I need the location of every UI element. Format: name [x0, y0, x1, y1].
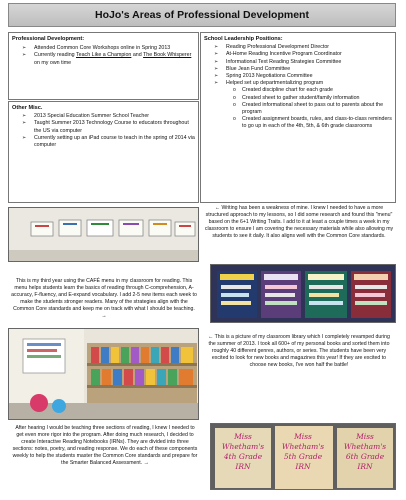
circle-bullet-icon: o	[233, 116, 236, 123]
leadership-text: Spring 2013 Negotiations Committee	[226, 73, 313, 80]
arrow-bullet-icon: ➢	[214, 44, 219, 51]
notebook-cover-label	[217, 432, 269, 472]
page-title: HoJo's Areas of Professional Development	[8, 3, 396, 27]
arrow-bullet-icon: ➢	[22, 134, 27, 141]
professional-development-item	[12, 52, 195, 66]
leadership-text: Helped set up departmentalizing program	[226, 80, 324, 87]
arrow-bullet-icon: ➢	[22, 120, 27, 127]
classroom-library-photo	[8, 328, 199, 420]
notebook-label-line: Whetham's	[343, 442, 387, 451]
notebook-label-line: IRN	[295, 462, 311, 471]
book-title: Teach Like a Champion	[76, 52, 132, 59]
notebook-label-line: Miss	[294, 432, 312, 441]
arrow-bullet-icon: ➢	[214, 80, 219, 87]
leadership-subitem	[204, 116, 392, 130]
professional-development-heading: Professional Development:	[12, 36, 85, 42]
irn-notebooks-photo	[210, 423, 396, 490]
writing-caption: ← Writing has been a weakness of mine. I knew I needed to have a more structured approach to my lessons, so I did some research and found this "menu" based on the 6+1 Writing Traits. I add to it at least a couple times a week in my classroom to ensure I am covering the necessary materials while also allowing my students to see it daily. It also aligns well with the Common Core standards.	[204, 205, 394, 240]
other-misc-box	[8, 101, 199, 203]
school-leadership-list	[204, 44, 392, 130]
arrow-bullet-icon: ➢	[22, 113, 27, 120]
notebook-cover-label	[277, 432, 329, 472]
other-misc-heading: Other Misc.	[12, 105, 43, 111]
notebook-label-line: Miss	[356, 432, 374, 441]
irn-caption: After hearing I would be teaching three sections of reading, I knew I needed to get even more rigor into the program. After doing much research, I decided to create Interactive Reading Notebooks (IRNs). They are divided into three sections: notes, poetry, and reading response. We do each of these components weekly to help the students master the Common Core standards and prepare for the Smarter Balanced Assessment. →	[12, 425, 198, 467]
library-caption: ← This is a picture of my classroom library which I completely revamped during the summer of 2013. I took all 600+ of my personal books and sorted them into roughly 40 different genres, authors, or series. The students have been very excited to look for new books and magazines this year! If they are excited to choose new books, I've won half the battle!	[208, 334, 390, 369]
professional-development-text: Currently reading	[34, 52, 77, 59]
leadership-text: Created informational sheet to pass out to parents about the program	[242, 101, 384, 116]
professional-development-text: and	[131, 52, 144, 59]
leadership-text: Created discipline chart for each grade	[242, 87, 333, 94]
other-misc-text: 2013 Special Education Summer School Teacher	[34, 113, 150, 120]
notebook-label-line: Miss	[234, 432, 252, 441]
other-misc-item	[12, 113, 195, 120]
leadership-item	[204, 73, 392, 80]
other-misc-item	[12, 135, 195, 149]
arrow-bullet-icon: ➢	[214, 58, 219, 65]
leadership-item	[204, 51, 392, 58]
leadership-text: Informational Text Reading Strategies Committee	[226, 58, 342, 65]
arrow-bullet-icon: ➢	[214, 65, 219, 72]
leadership-text: Blue Jean Fund Committee	[226, 65, 291, 72]
notebook-label-line: Whetham's	[221, 442, 265, 451]
other-misc-item	[12, 120, 195, 134]
professional-development-text: Attended Common Core Workshops online in Spring 2013	[34, 45, 171, 52]
other-misc-text: Currently setting up an iPad course to teach in the spring of 2014 via computer	[34, 134, 195, 149]
circle-bullet-icon: o	[233, 87, 236, 94]
leadership-text: At-Home Reading Incentive Program Coordinator	[226, 51, 342, 58]
school-leadership-box	[200, 32, 396, 203]
other-misc-text: Taught Summer 2013 Technology Course to educators throughout the US via computer	[34, 120, 189, 134]
leadership-text: Reading Professional Development Director	[226, 44, 330, 51]
professional-development-text: on my own time	[34, 59, 72, 66]
cafe-menu-photo-art	[211, 265, 396, 323]
leadership-item	[204, 44, 392, 51]
professional-development-box	[8, 32, 199, 100]
arrow-bullet-icon: ➢	[22, 52, 27, 59]
professional-development-list	[12, 45, 195, 67]
leadership-subitem	[204, 87, 392, 94]
notebook-label-line: 6th Grade	[345, 452, 385, 461]
notebook-label-line: IRN	[235, 462, 251, 471]
circle-bullet-icon: o	[233, 101, 236, 108]
writing-traits-photo-art	[9, 208, 199, 262]
notebook-label-line: 4th Grade	[223, 452, 263, 461]
school-leadership-heading: School Leadership Positions:	[204, 36, 283, 42]
professional-development-item	[12, 45, 195, 52]
arrow-bullet-icon: ➢	[22, 45, 27, 52]
notebook-label-line: 5th Grade	[283, 452, 323, 461]
leadership-text: Created assignment boards, rules, and class-to-class reminders to go up in each of the 4th, 5th, & 6th grade classrooms	[242, 116, 392, 130]
notebook-label-line: Whetham's	[281, 442, 325, 451]
cafe-menu-photo	[210, 264, 396, 323]
writing-traits-photo	[8, 207, 199, 262]
leadership-item	[204, 59, 392, 66]
other-misc-list	[12, 113, 195, 149]
arrow-bullet-icon: ➢	[214, 73, 219, 80]
leadership-text: Created sheet to gather student/family information	[242, 94, 360, 101]
circle-bullet-icon: o	[233, 94, 236, 101]
arrow-bullet-icon: ➢	[214, 51, 219, 58]
leadership-item	[204, 80, 392, 87]
book-title: The Book Whisperer	[143, 52, 192, 59]
leadership-subitem	[204, 95, 392, 102]
leadership-subitem	[204, 102, 392, 116]
cafe-caption: This is my third year using the CAFÉ menu in my classroom for reading. This menu helps students learn the basics of reading through C-comprehension, A-accuracy, F-fluency, and E-expand vocabulary. I add 2-5 new items each week to make the students stronger readers. Many of the strategies align with the Common Core standards and keep me on track with what I should be teaching. →	[11, 278, 197, 320]
notebook-label-line: IRN	[357, 462, 373, 471]
leadership-item	[204, 66, 392, 73]
classroom-library-photo-art	[9, 329, 199, 420]
notebook-cover-label	[339, 432, 391, 472]
